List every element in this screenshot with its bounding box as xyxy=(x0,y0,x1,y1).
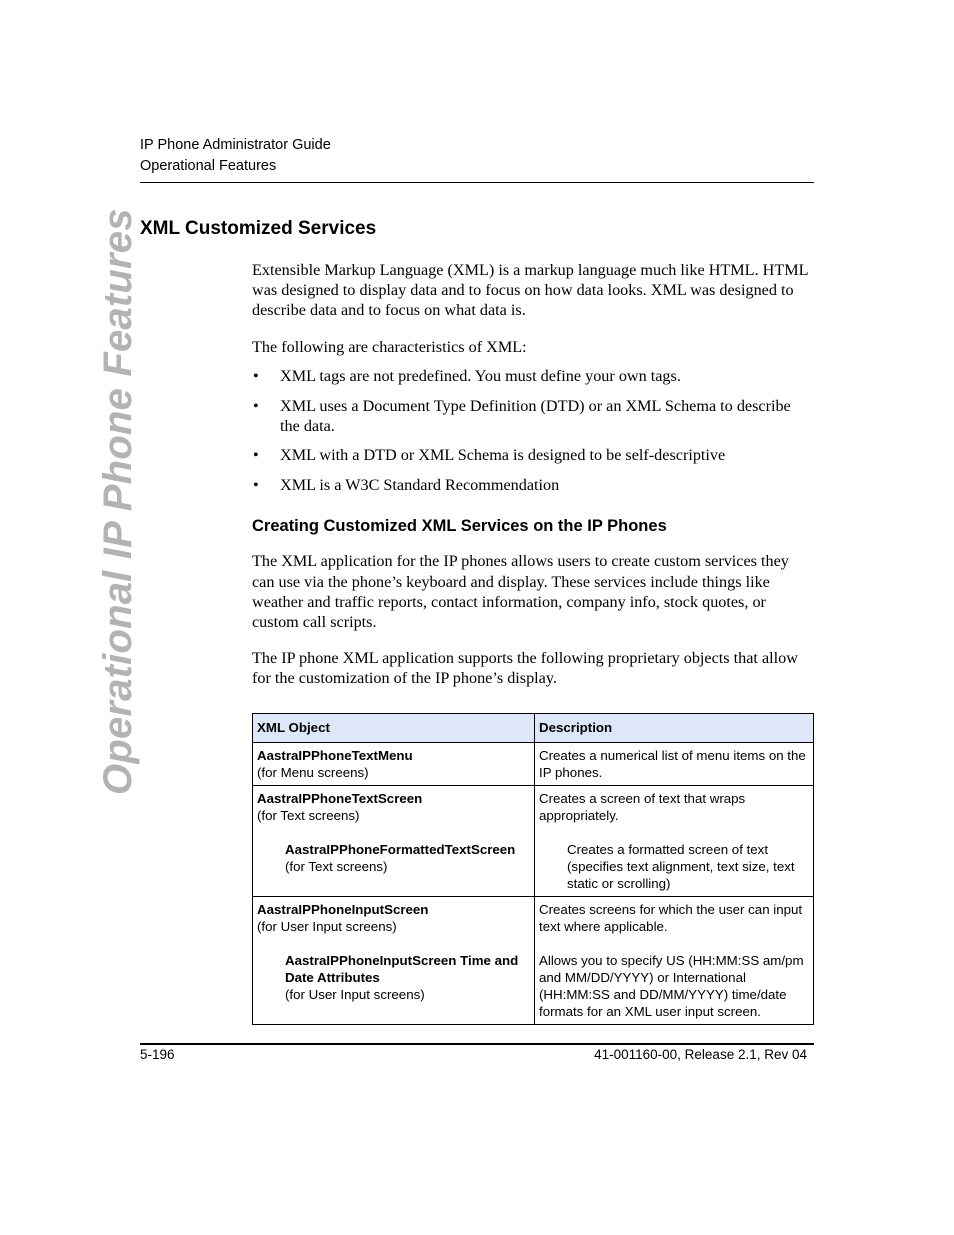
bullet-icon: • xyxy=(253,396,259,415)
bullet-icon: • xyxy=(253,366,259,385)
header-chapter-title: Operational Features xyxy=(140,158,277,174)
footer-rule xyxy=(140,1043,814,1045)
object-note: (for User Input screens) xyxy=(257,918,397,934)
header-xml-object: XML Object xyxy=(253,713,535,742)
object-name: AastraIPPhoneTextScreen xyxy=(257,790,423,806)
sub-object-note: (for Text screens) xyxy=(285,858,388,874)
table-row xyxy=(253,896,814,1024)
object-cell xyxy=(253,896,535,1024)
header-rule xyxy=(140,182,814,183)
document-number: 41-001160-00, Release 2.1, Rev 04 xyxy=(594,1047,807,1062)
sub-object-description: Allows you to specify US (HH:MM:SS am/pm and MM/DD/YYYY) or International (HH:MM:SS and DD/MM/YYYY) time/date formats for an XML user input screen. xyxy=(539,952,804,1019)
header-description: Description xyxy=(535,713,814,742)
xml-objects-table xyxy=(252,713,814,1025)
list-item: • XML tags are not predefined. You must define your own tags. xyxy=(253,366,681,385)
subsection-title: Creating Customized XML Services on the IP Phones xyxy=(252,517,667,536)
objects-paragraph: The IP phone XML application supports the following proprietary objects that allow for the customization of the IP phone’s display. xyxy=(252,649,798,688)
bullet-icon: • xyxy=(253,446,259,465)
object-description: Creates screens for which the user can input text where applicable. xyxy=(539,901,803,934)
object-name: AastraIPPhoneInputScreen xyxy=(257,901,429,917)
table-row xyxy=(253,742,814,785)
object-note: (for Menu screens) xyxy=(257,764,369,780)
object-name: AastraIPPhoneTextMenu xyxy=(257,747,413,763)
characteristics-intro: The following are characteristics of XML: xyxy=(252,337,527,356)
description-cell xyxy=(535,785,814,896)
sub-object xyxy=(257,952,530,1003)
sub-object-name: AastraIPPhoneFormattedTextScreen xyxy=(285,841,516,857)
object-cell xyxy=(253,785,535,896)
main-content xyxy=(252,260,814,1025)
list-item: • XML is a W3C Standard Recommendation xyxy=(253,476,560,495)
header-guide-title: IP Phone Administrator Guide xyxy=(140,137,331,153)
services-paragraph: The XML application for the IP phones allows users to create custom services they can use via the phone’s keyboard and display. These services include things like weather and traffic reports, contact information, company info, stock quotes, or custom call scripts. xyxy=(252,552,789,631)
table-header-row xyxy=(253,713,814,742)
object-note: (for Text screens) xyxy=(257,807,360,823)
characteristics-list xyxy=(252,366,814,496)
object-cell xyxy=(253,742,535,785)
bullet-icon: • xyxy=(253,476,259,495)
side-chapter-title: Operational IP Phone Features xyxy=(96,208,140,795)
list-item: • XML uses a Document Type Definition (DTD) or an XML Schema to describe the data. xyxy=(253,396,791,435)
list-item: • XML with a DTD or XML Schema is designed to be self-descriptive xyxy=(253,446,726,465)
object-description: Creates a numerical list of menu items on the IP phones. xyxy=(539,747,806,780)
section-title: XML Customized Services xyxy=(140,218,377,239)
sub-object-description: Creates a formatted screen of text (specifies text alignment, text size, text static or scrolling) xyxy=(567,841,795,891)
page-number: 5-196 xyxy=(140,1047,175,1062)
sub-object-name: AastraIPPhoneInputScreen Time and Date Attributes xyxy=(285,952,519,985)
sub-object-note: (for User Input screens) xyxy=(285,986,425,1002)
table-row xyxy=(253,785,814,896)
page-header xyxy=(140,135,331,177)
sub-object xyxy=(257,841,530,875)
description-cell xyxy=(535,742,814,785)
intro-paragraph: Extensible Markup Language (XML) is a markup language much like HTML. HTML was designed to display data and to focus on how data looks. XML was designed to describe data and to focus on what data is. xyxy=(252,261,808,320)
description-cell xyxy=(535,896,814,1024)
object-description: Creates a screen of text that wraps appropriately. xyxy=(539,790,746,823)
